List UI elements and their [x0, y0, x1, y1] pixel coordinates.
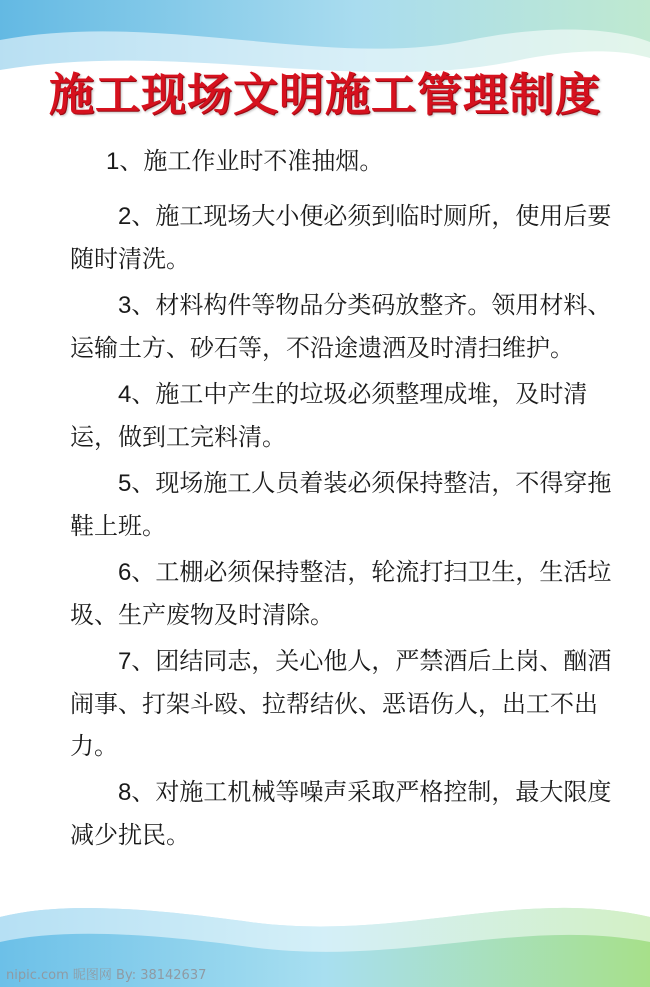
rule-number: 1: [106, 148, 120, 175]
rule-item-1: [70, 140, 618, 183]
rule-text: 工棚必须保持整洁，轮流打扫卫生，生活垃圾、生产废物及时清除。: [70, 558, 612, 629]
rule-separator: 、: [131, 778, 156, 806]
rule-item-2: [70, 195, 618, 280]
rule-item-4: [70, 373, 618, 458]
rule-number: 6: [118, 559, 132, 586]
rules-list: [70, 140, 618, 860]
rule-item-5: [70, 462, 618, 547]
page-title: 施工现场文明施工管理制度: [48, 68, 601, 121]
rule-item-6: [70, 551, 618, 636]
rule-text: 现场施工人员着装必须保持整洁，不得穿拖鞋上班。: [70, 469, 612, 540]
rule-separator: 、: [131, 291, 156, 319]
rule-number: 8: [118, 779, 132, 806]
rule-text: 材料构件等物品分类码放整齐。领用材料、运输土方、砂石等，不沿途遗洒及时清扫维护。: [70, 291, 612, 362]
rule-number: 3: [118, 292, 132, 319]
rule-item-3: [70, 284, 618, 369]
rule-number: 5: [118, 470, 132, 497]
rule-number: 2: [118, 203, 132, 230]
rule-item-8: [70, 771, 618, 856]
rule-text: 施工中产生的垃圾必须整理成堆，及时清运，做到工完料清。: [70, 380, 588, 451]
rule-text: 施工作业时不准抽烟。: [143, 147, 384, 175]
watermark: nipic.com 昵图网 By: 38142637: [6, 968, 207, 983]
rule-separator: 、: [131, 202, 156, 230]
rule-separator: 、: [119, 147, 144, 175]
rule-item-7: [70, 640, 618, 767]
rule-separator: 、: [131, 469, 156, 497]
rule-text: 团结同志，关心他人，严禁酒后上岗、酗酒闹事、打架斗殴、拉帮结伙、恶语伤人，出工不出力。: [70, 647, 612, 760]
rule-text: 施工现场大小便必须到临时厕所，使用后要随时清洗。: [70, 202, 612, 273]
rule-separator: 、: [131, 558, 156, 586]
rule-separator: 、: [131, 380, 156, 408]
rule-number: 4: [118, 381, 132, 408]
rule-text: 对施工机械等噪声采取严格控制，最大限度减少扰民。: [70, 778, 612, 849]
rule-number: 7: [118, 648, 132, 675]
rule-separator: 、: [131, 647, 156, 675]
